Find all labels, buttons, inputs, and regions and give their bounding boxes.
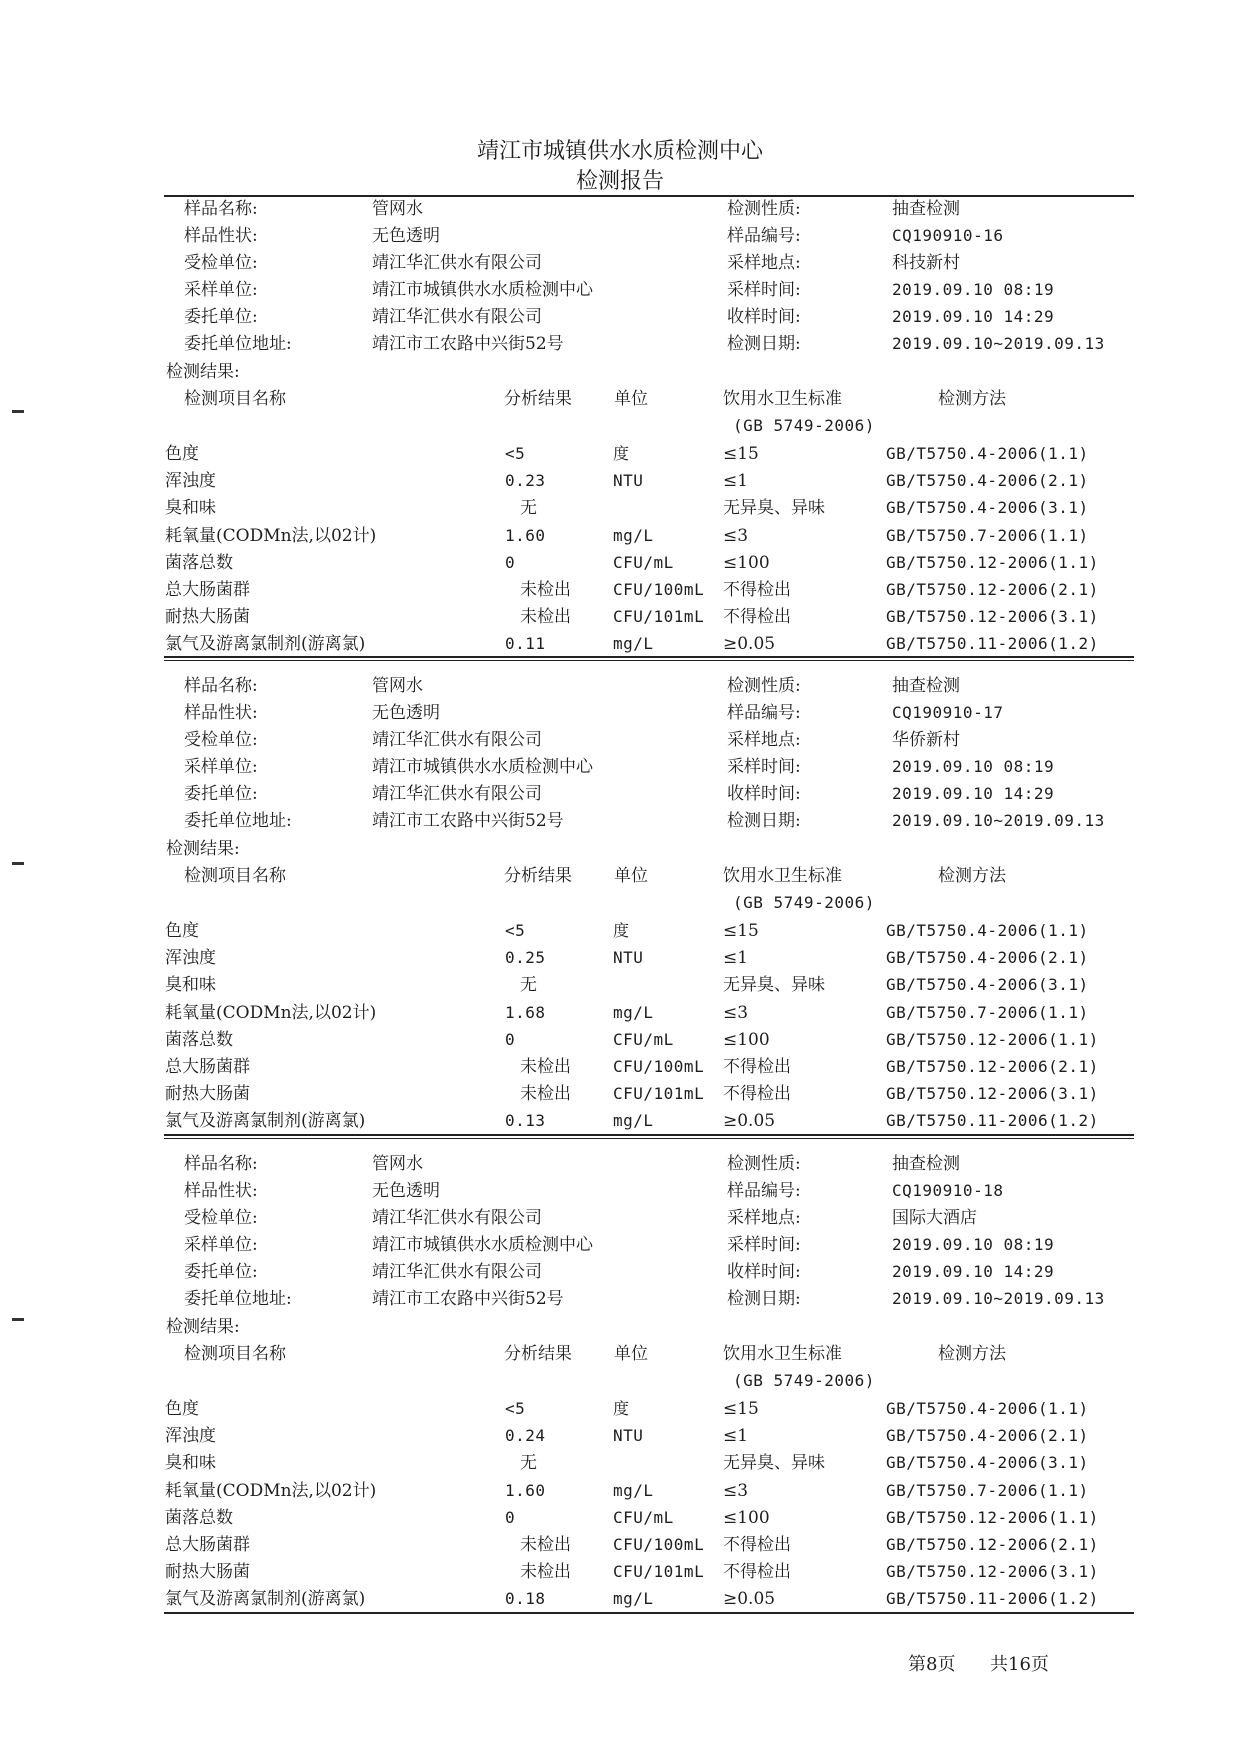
info-label-client-address: 委托单位地址:: [184, 811, 292, 831]
item-unit: 度: [613, 444, 630, 463]
sample-section: [0, 477, 1240, 1132]
item-name: 氯气及游离氯制剂(游离氯): [165, 1111, 366, 1132]
item-method: GB/T5750.11-2006(1.2): [886, 1589, 1099, 1609]
item-method: GB/T5750.4-2006(1.1): [886, 444, 1089, 463]
column-header-item: 检测项目名称: [184, 1344, 286, 1364]
item-name: 臭和味: [165, 975, 216, 996]
item-unit: NTU: [613, 471, 644, 491]
item-name: 总大肠菌群: [165, 580, 250, 600]
item-method: GB/T5750.12-2006(2.1): [886, 580, 1099, 599]
item-result: 无: [520, 498, 537, 519]
info-value-sampling-unit: 靖江市城镇供水水质检测中心: [372, 280, 593, 300]
item-name: 耐热大肠菌: [165, 607, 250, 628]
item-result: 未检出: [520, 1535, 571, 1555]
page-number: 第8页: [908, 1654, 956, 1675]
info-value-receiving-time: 2019.09.10 14:29: [892, 1262, 1055, 1281]
info-label-test-date: 检测日期:: [727, 811, 801, 831]
item-standard: 不得检出: [723, 580, 791, 600]
info-label-inspected-unit: 受检单位:: [184, 253, 258, 273]
item-method: GB/T5750.4-2006(2.1): [886, 471, 1089, 491]
item-name: 耗氧量(CODMn法,以02计): [165, 1480, 377, 1501]
info-label-sample-state: 样品性状:: [184, 703, 258, 723]
item-standard: ≤1: [723, 1426, 749, 1447]
item-method: GB/T5750.4-2006(2.1): [886, 1426, 1089, 1446]
info-label-client-address: 委托单位地址:: [184, 1289, 292, 1309]
item-name: 总大肠菌群: [165, 1535, 250, 1555]
item-name: 浑浊度: [165, 1426, 216, 1447]
info-value-sampling-site: 华侨新村: [892, 730, 960, 750]
info-value-sampling-time: 2019.09.10 08:19: [892, 1235, 1055, 1254]
column-header-result: 分析结果: [504, 1344, 572, 1364]
item-standard: ≥0.05: [723, 1111, 776, 1132]
column-header-standard: 饮用水卫生标准: [723, 866, 842, 886]
item-unit: mg/L: [613, 525, 654, 545]
info-label-sample-no: 样品编号:: [727, 226, 801, 246]
column-header-unit: 单位: [614, 389, 648, 409]
item-standard: ≤15: [723, 1399, 759, 1419]
item-standard: 不得检出: [723, 1535, 791, 1555]
item-standard: 无异臭、异味: [723, 975, 825, 996]
item-method: GB/T5750.7-2006(1.1): [886, 1480, 1089, 1500]
column-header-standard: 饮用水卫生标准: [723, 389, 842, 409]
info-label-receiving-time: 收样时间:: [727, 784, 801, 804]
item-result: 0.13: [505, 1111, 546, 1131]
info-label-sampling-unit: 采样单位:: [184, 280, 258, 300]
item-result: 0.25: [505, 948, 546, 968]
item-standard: 不得检出: [723, 1562, 791, 1583]
info-value-inspected-unit: 靖江华汇供水有限公司: [372, 730, 542, 750]
info-label-sample-name: 样品名称:: [184, 676, 258, 696]
item-unit: 度: [613, 921, 630, 940]
column-header-standard: 饮用水卫生标准: [723, 1344, 842, 1364]
item-unit: CFU/100mL: [613, 580, 705, 599]
item-name: 浑浊度: [165, 948, 216, 969]
info-value-sample-name: 管网水: [372, 676, 423, 696]
column-header-item: 检测项目名称: [184, 389, 286, 409]
item-method: GB/T5750.12-2006(3.1): [886, 607, 1099, 627]
item-result: <5: [505, 1399, 526, 1418]
item-name: 色度: [165, 1399, 199, 1419]
info-value-sampling-site: 科技新村: [892, 253, 960, 273]
info-label-sample-name: 样品名称:: [184, 1154, 258, 1174]
item-method: GB/T5750.12-2006(2.1): [886, 1535, 1099, 1554]
item-result: 1.60: [505, 525, 546, 545]
item-standard: 不得检出: [723, 607, 791, 628]
item-name: 浑浊度: [165, 471, 216, 492]
item-result: 未检出: [520, 607, 571, 628]
item-unit: mg/L: [613, 1589, 654, 1609]
info-value-client-unit: 靖江华汇供水有限公司: [372, 1262, 542, 1282]
info-value-client-unit: 靖江华汇供水有限公司: [372, 307, 542, 327]
item-result: 0: [505, 1507, 516, 1527]
item-result: 无: [520, 1453, 537, 1474]
column-header-standard-ref: (GB 5749-2006): [733, 1371, 875, 1390]
info-label-inspected-unit: 受检单位:: [184, 1208, 258, 1228]
column-header-standard-ref: (GB 5749-2006): [733, 416, 875, 435]
item-standard: ≥0.05: [723, 1589, 776, 1610]
info-label-client-unit: 委托单位:: [184, 784, 258, 804]
info-value-sample-state: 无色透明: [372, 226, 440, 246]
info-value-test-date: 2019.09.10~2019.09.13: [892, 334, 1105, 353]
info-label-test-date: 检测日期:: [727, 334, 801, 354]
item-result: 未检出: [520, 1057, 571, 1077]
sample-section: [0, 955, 1240, 1610]
info-value-sampling-unit: 靖江市城镇供水水质检测中心: [372, 1235, 593, 1255]
info-value-receiving-time: 2019.09.10 14:29: [892, 784, 1055, 803]
item-name: 总大肠菌群: [165, 1057, 250, 1077]
item-standard: ≤3: [723, 525, 749, 546]
info-label-test-nature: 检测性质:: [727, 199, 801, 219]
item-method: GB/T5750.12-2006(1.1): [886, 552, 1099, 572]
item-method: GB/T5750.12-2006(1.1): [886, 1029, 1099, 1049]
item-method: GB/T5750.12-2006(1.1): [886, 1507, 1099, 1527]
column-header-item: 检测项目名称: [184, 866, 286, 886]
info-value-inspected-unit: 靖江华汇供水有限公司: [372, 253, 542, 273]
info-label-sampling-site: 采样地点:: [727, 1208, 801, 1228]
item-unit: CFU/mL: [613, 1029, 674, 1049]
info-value-sample-no: CQ190910-18: [892, 1181, 1004, 1200]
item-result: 0.23: [505, 471, 546, 491]
item-standard: ≤100: [723, 1507, 770, 1528]
page-total: 共16页: [990, 1654, 1049, 1675]
item-result: 1.68: [505, 1002, 546, 1022]
item-name: 色度: [165, 921, 199, 941]
info-value-client-address: 靖江市工农路中兴街52号: [372, 334, 564, 354]
column-header-method: 检测方法: [938, 1344, 1006, 1364]
info-label-client-address: 委托单位地址:: [184, 334, 292, 354]
info-label-sample-no: 样品编号:: [727, 1181, 801, 1201]
item-method: GB/T5750.12-2006(2.1): [886, 1057, 1099, 1076]
results-label: 检测结果:: [166, 839, 240, 859]
item-unit: mg/L: [613, 634, 654, 654]
info-label-receiving-time: 收样时间:: [727, 307, 801, 327]
item-unit: mg/L: [613, 1111, 654, 1131]
info-label-sampling-time: 采样时间:: [727, 1235, 801, 1255]
item-unit: mg/L: [613, 1002, 654, 1022]
item-standard: ≤3: [723, 1002, 749, 1023]
info-value-sampling-site: 国际大酒店: [892, 1208, 977, 1228]
item-name: 耗氧量(CODMn法,以02计): [165, 525, 377, 546]
info-label-sampling-time: 采样时间:: [727, 757, 801, 777]
item-name: 氯气及游离氯制剂(游离氯): [165, 1589, 366, 1610]
item-standard: 无异臭、异味: [723, 498, 825, 519]
item-method: GB/T5750.4-2006(2.1): [886, 948, 1089, 968]
sample-section: [0, 0, 1240, 655]
item-result: 未检出: [520, 1562, 571, 1583]
item-standard: ≤100: [723, 552, 770, 573]
item-result: 0: [505, 1029, 516, 1049]
info-label-client-unit: 委托单位:: [184, 307, 258, 327]
item-name: 臭和味: [165, 1453, 216, 1474]
info-label-sample-name: 样品名称:: [184, 199, 258, 219]
report-org-title: 靖江市城镇供水水质检测中心: [476, 139, 763, 164]
info-label-sampling-time: 采样时间:: [727, 280, 801, 300]
item-unit: CFU/101mL: [613, 607, 705, 627]
info-value-test-nature: 抽查检测: [892, 1154, 960, 1174]
item-result: <5: [505, 921, 526, 940]
item-result: <5: [505, 444, 526, 463]
item-standard: ≤1: [723, 471, 749, 492]
column-header-unit: 单位: [614, 866, 648, 886]
info-value-sampling-time: 2019.09.10 08:19: [892, 757, 1055, 776]
item-method: GB/T5750.11-2006(1.2): [886, 1111, 1099, 1131]
item-standard: ≤3: [723, 1480, 749, 1501]
info-label-test-nature: 检测性质:: [727, 676, 801, 696]
item-standard: ≤15: [723, 921, 759, 941]
info-label-test-date: 检测日期:: [727, 1289, 801, 1309]
info-label-sampling-unit: 采样单位:: [184, 1235, 258, 1255]
item-standard: 无异臭、异味: [723, 1453, 825, 1474]
info-label-sample-state: 样品性状:: [184, 1181, 258, 1201]
item-unit: CFU/101mL: [613, 1562, 705, 1582]
info-value-test-nature: 抽查检测: [892, 676, 960, 696]
item-name: 氯气及游离氯制剂(游离氯): [165, 634, 366, 655]
info-value-test-date: 2019.09.10~2019.09.13: [892, 811, 1105, 830]
item-name: 耐热大肠菌: [165, 1562, 250, 1583]
info-label-sampling-unit: 采样单位:: [184, 757, 258, 777]
info-label-test-nature: 检测性质:: [727, 1154, 801, 1174]
info-value-sample-no: CQ190910-17: [892, 703, 1004, 722]
info-value-sampling-unit: 靖江市城镇供水水质检测中心: [372, 757, 593, 777]
item-method: GB/T5750.12-2006(3.1): [886, 1084, 1099, 1104]
item-result: 未检出: [520, 1084, 571, 1105]
item-unit: CFU/mL: [613, 1507, 674, 1527]
item-standard: ≥0.05: [723, 634, 776, 655]
item-method: GB/T5750.11-2006(1.2): [886, 634, 1099, 654]
info-value-receiving-time: 2019.09.10 14:29: [892, 307, 1055, 326]
info-label-client-unit: 委托单位:: [184, 1262, 258, 1282]
info-value-client-unit: 靖江华汇供水有限公司: [372, 784, 542, 804]
item-result: 0: [505, 552, 516, 572]
item-result: 0.11: [505, 634, 546, 654]
item-name: 臭和味: [165, 498, 216, 519]
column-header-method: 检测方法: [938, 866, 1006, 886]
column-header-result: 分析结果: [504, 866, 572, 886]
item-method: GB/T5750.7-2006(1.1): [886, 525, 1089, 545]
column-header-standard-ref: (GB 5749-2006): [733, 893, 875, 912]
item-method: GB/T5750.4-2006(3.1): [886, 975, 1089, 995]
item-unit: mg/L: [613, 1480, 654, 1500]
info-label-sample-no: 样品编号:: [727, 703, 801, 723]
item-name: 菌落总数: [165, 1507, 233, 1528]
info-label-receiving-time: 收样时间:: [727, 1262, 801, 1282]
info-label-inspected-unit: 受检单位:: [184, 730, 258, 750]
item-standard: ≤1: [723, 948, 749, 969]
item-method: GB/T5750.4-2006(3.1): [886, 498, 1089, 518]
item-result: 0.18: [505, 1589, 546, 1609]
info-label-sampling-site: 采样地点:: [727, 730, 801, 750]
item-result: 1.60: [505, 1480, 546, 1500]
item-result: 0.24: [505, 1426, 546, 1446]
item-name: 色度: [165, 444, 199, 464]
item-method: GB/T5750.4-2006(3.1): [886, 1453, 1089, 1473]
info-value-test-date: 2019.09.10~2019.09.13: [892, 1289, 1105, 1308]
item-unit: CFU/101mL: [613, 1084, 705, 1104]
bottom-rule: [164, 1612, 1134, 1614]
item-standard: 不得检出: [723, 1084, 791, 1105]
info-label-sample-state: 样品性状:: [184, 226, 258, 246]
item-unit: NTU: [613, 948, 644, 968]
item-name: 耐热大肠菌: [165, 1084, 250, 1105]
item-unit: CFU/mL: [613, 552, 674, 572]
item-unit: CFU/100mL: [613, 1535, 705, 1554]
column-header-method: 检测方法: [938, 389, 1006, 409]
info-value-sample-state: 无色透明: [372, 1181, 440, 1201]
item-method: GB/T5750.12-2006(3.1): [886, 1562, 1099, 1582]
info-value-client-address: 靖江市工农路中兴街52号: [372, 1289, 564, 1309]
item-unit: 度: [613, 1399, 630, 1418]
item-name: 耗氧量(CODMn法,以02计): [165, 1002, 377, 1023]
info-value-sample-name: 管网水: [372, 1154, 423, 1174]
item-unit: NTU: [613, 1426, 644, 1446]
info-value-client-address: 靖江市工农路中兴街52号: [372, 811, 564, 831]
item-result: 未检出: [520, 580, 571, 600]
info-value-test-nature: 抽查检测: [892, 199, 960, 219]
info-value-sample-name: 管网水: [372, 199, 423, 219]
info-value-sample-state: 无色透明: [372, 703, 440, 723]
column-header-unit: 单位: [614, 1344, 648, 1364]
info-value-inspected-unit: 靖江华汇供水有限公司: [372, 1208, 542, 1228]
results-label: 检测结果:: [166, 362, 240, 382]
results-label: 检测结果:: [166, 1317, 240, 1337]
info-label-sampling-site: 采样地点:: [727, 253, 801, 273]
info-value-sampling-time: 2019.09.10 08:19: [892, 280, 1055, 299]
info-value-sample-no: CQ190910-16: [892, 226, 1004, 245]
item-name: 菌落总数: [165, 552, 233, 573]
report-title: 检测报告: [575, 169, 664, 194]
column-header-result: 分析结果: [504, 389, 572, 409]
item-method: GB/T5750.4-2006(1.1): [886, 921, 1089, 940]
item-result: 无: [520, 975, 537, 996]
item-standard: ≤15: [723, 444, 759, 464]
item-unit: CFU/100mL: [613, 1057, 705, 1076]
item-name: 菌落总数: [165, 1029, 233, 1050]
item-standard: ≤100: [723, 1029, 770, 1050]
item-method: GB/T5750.4-2006(1.1): [886, 1399, 1089, 1418]
item-standard: 不得检出: [723, 1057, 791, 1077]
item-method: GB/T5750.7-2006(1.1): [886, 1002, 1089, 1022]
